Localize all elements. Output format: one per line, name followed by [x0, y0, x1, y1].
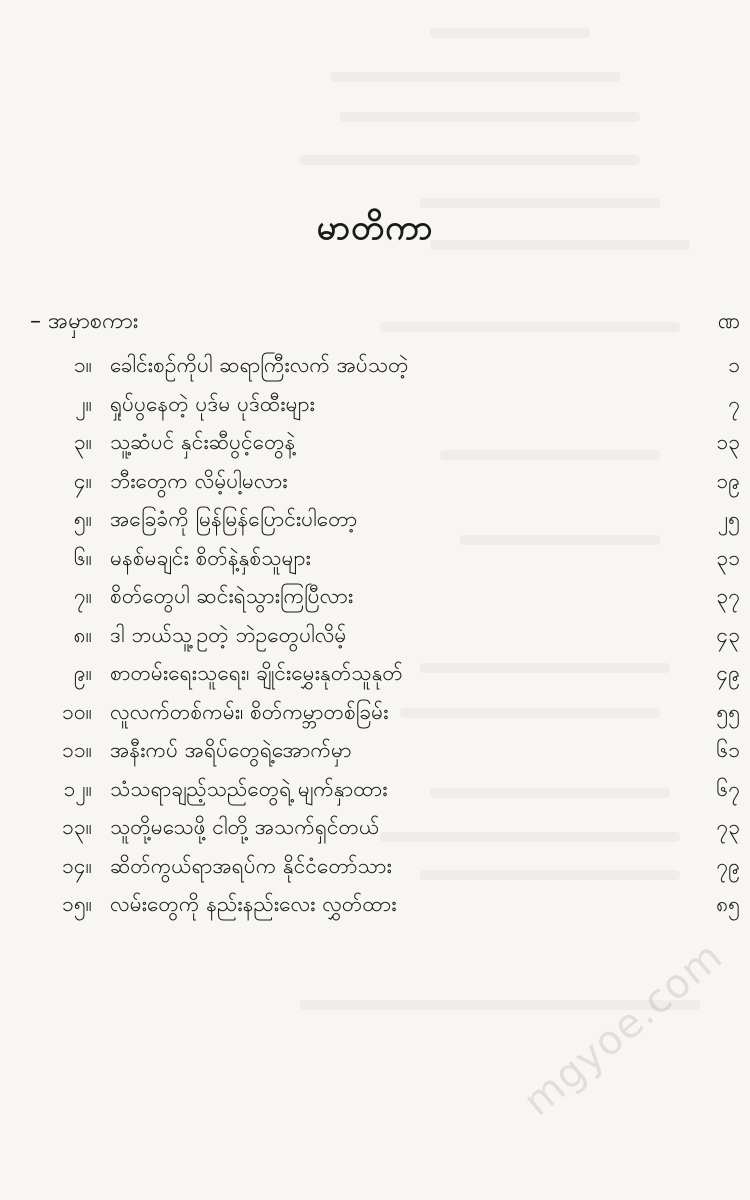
- chapter-title: လမ်းတွေကို နည်းနည်းလေး လွှတ်ထား: [110, 892, 397, 916]
- toc-entry[interactable]: [30, 423, 740, 462]
- toc-entry[interactable]: [30, 346, 740, 385]
- chapter-number: ၇။: [73, 584, 92, 608]
- chapter-title: စာတမ်းရေးသူရေး၊ ချိုင်းမွှေးနုတ်သူနုတ်: [110, 661, 403, 685]
- chapter-page: ၁၉: [716, 468, 740, 493]
- chapter-title: သူ့ဆံပင် နှင်းဆီပွင့်တွေနဲ့: [110, 430, 296, 454]
- chapter-title: ခေါင်းစဉ်ကိုပါ ဆရာကြီးလက် အပ်သတဲ့: [110, 353, 409, 377]
- chapter-title: မနစ်မချင်း စိတ်နဲ့နှစ်သူများ: [110, 545, 311, 570]
- toc-entry[interactable]: [30, 770, 740, 809]
- chapter-page: ၃၇: [716, 584, 740, 608]
- chapter-page: ၇၉: [716, 853, 740, 878]
- chapter-title: သံသရာချည့်သည်တွေရဲ့ မျက်နှာထား: [110, 776, 388, 801]
- chapter-number: ၃။: [73, 430, 92, 454]
- chapter-number: ၄။: [73, 468, 92, 493]
- toc-entry[interactable]: [30, 500, 740, 539]
- chapter-number: ၁၅။: [62, 892, 92, 916]
- toc-entry[interactable]: [30, 808, 740, 847]
- chapter-page: ၁: [728, 353, 740, 377]
- chapter-number: ၁၃။: [62, 815, 92, 839]
- chapter-number: ၁၁။: [62, 738, 92, 762]
- chapter-page: ၅၅: [716, 699, 740, 724]
- chapter-page: ၇: [728, 391, 740, 416]
- chapter-page: ၆၁: [716, 738, 740, 762]
- page-title: မာတိကာ: [316, 208, 434, 248]
- toc-entry[interactable]: [30, 539, 740, 578]
- chapter-number: ၁၀။: [62, 699, 92, 724]
- chapter-page: ၆၇: [716, 776, 740, 801]
- chapter-title: အနီးကပ် အရိပ်တွေရဲ့အောက်မှာ: [110, 738, 352, 762]
- chapter-title: အခြေခံကို မြန်မြန်ပြောင်းပါတော့: [110, 507, 358, 531]
- chapter-title: ဒါ ဘယ်သူ့ဥတဲ့ ဘဲဥတွေပါလိမ့်: [110, 622, 347, 647]
- chapter-number: ၉။: [73, 661, 92, 685]
- chapter-title: ရှုပ်ပွနေတဲ့ ပုဒ်မ ပုဒ်ထီးများ: [110, 391, 315, 416]
- chapter-page: ၄၃: [716, 622, 740, 647]
- chapter-page: ၃၁: [716, 545, 740, 570]
- chapter-number: ၁၂။: [63, 776, 92, 801]
- toc-entry[interactable]: [30, 885, 740, 924]
- table-of-contents: [30, 346, 740, 924]
- chapter-number: ၁၄။: [62, 853, 92, 878]
- chapter-title: ဘီးတွေက လိမ့်ပါ့မလား: [110, 468, 288, 493]
- chapter-number: ၅။: [73, 507, 92, 531]
- chapter-number: ၂။: [75, 391, 92, 416]
- toc-entry[interactable]: [30, 385, 740, 424]
- chapter-page: ၁၃: [716, 430, 740, 454]
- watermark: mgyoe.com: [515, 932, 732, 1126]
- toc-entry[interactable]: [30, 693, 740, 732]
- chapter-number: ၆။: [73, 545, 92, 570]
- chapter-page: ၇၃: [716, 815, 740, 839]
- chapter-number: ၁။: [73, 353, 92, 377]
- chapter-page: ၄၉: [716, 661, 740, 685]
- chapter-title: လူလက်တစ်ကမ်း၊ စိတ်ကမ္ဘာတစ်ခြမ်း: [110, 699, 389, 724]
- chapter-page: ၂၅: [717, 507, 740, 531]
- toc-entry[interactable]: [30, 616, 740, 655]
- toc-entry[interactable]: [30, 577, 740, 616]
- toc-entry[interactable]: [30, 654, 740, 693]
- toc-entry[interactable]: [30, 731, 740, 770]
- chapter-number: ၈။: [73, 622, 92, 647]
- chapter-page: ၈၅: [716, 892, 740, 916]
- toc-entry[interactable]: [30, 462, 740, 501]
- chapter-title: စိတ်တွေပါ ဆင်းရဲသွားကြပြီလား: [110, 584, 354, 608]
- chapter-title: သူတို့မသေဖို့ ငါတို့ အသက်ရှင်တယ်: [110, 815, 380, 839]
- toc-intro-entry[interactable]: [30, 300, 740, 340]
- toc-intro-label: – အမှာစကား: [30, 309, 139, 334]
- toc-intro-page: ဏ: [717, 309, 740, 334]
- chapter-title: ဆိတ်ကွယ်ရာအရပ်က နိုင်ငံတော်သား: [110, 853, 392, 878]
- toc-entry[interactable]: [30, 847, 740, 886]
